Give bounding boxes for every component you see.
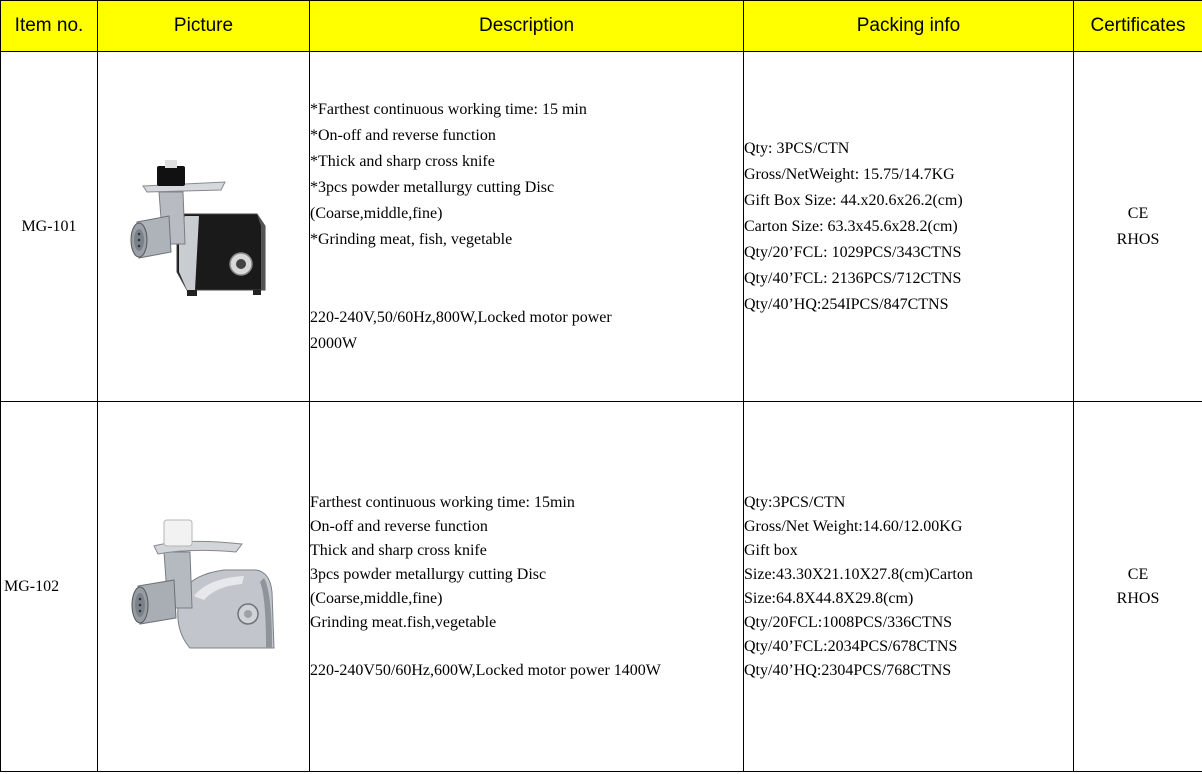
table-row [1, 402, 1202, 772]
packing-line: Size:43.30X21.10X27.8(cm)Carton [744, 565, 973, 583]
packing-line: Qty/40’FCL: 2136PCS/712CTNS [744, 269, 962, 287]
packing-line: Gift Box Size: 44.x20.6x26.2(cm) [744, 191, 963, 209]
packing-line: Qty/40’FCL:2034PCS/678CTNS [744, 637, 958, 655]
packing-info-cell [744, 402, 1074, 772]
picture-cell [98, 402, 310, 772]
packing-line: Qty: 3PCS/CTN [744, 139, 850, 157]
power-spec-line: 220-240V50/60Hz,600W,Locked motor power 1400W [310, 661, 661, 679]
description-line: *On-off and reverse function [310, 126, 496, 144]
description-line: Thick and sharp cross knife [310, 541, 487, 559]
power-spec-line: 220-240V,50/60Hz,800W,Locked motor power [310, 308, 612, 326]
description-line: *Grinding meat, fish, vegetable [310, 230, 513, 248]
packing-line: Size:64.8X44.8X29.8(cm) [744, 589, 914, 607]
header-description: Description [310, 1, 744, 52]
description-line: *Farthest continuous working time: 15 min [310, 100, 587, 118]
certificate-label: CE [1127, 565, 1149, 583]
item-no-cell: MG-102 [1, 402, 98, 772]
description-line: On-off and reverse function [310, 517, 488, 535]
description-cell [310, 52, 744, 402]
certificates-cell [1074, 52, 1202, 402]
item-no-cell: MG-101 [1, 52, 98, 402]
header-picture: Picture [98, 1, 310, 52]
packing-line: Gross/Net Weight:14.60/12.00KG [744, 517, 963, 535]
packing-line: Qty/40’HQ:254IPCS/847CTNS [744, 295, 949, 313]
certificate-label: CE [1127, 204, 1149, 222]
description-line: 3pcs powder metallurgy cutting Disc [310, 565, 547, 583]
description-line: (Coarse,middle,fine) [310, 204, 443, 222]
power-spec-line: 2000W [310, 334, 358, 352]
header-item-no: Item no. [1, 1, 98, 52]
description-line: *3pcs powder metallurgy cutting Disc [310, 178, 555, 196]
packing-line: Qty/20FCL:1008PCS/336CTNS [744, 613, 953, 631]
certificate-label: RHOS [1116, 230, 1160, 248]
header-packing-info: Packing info [744, 1, 1074, 52]
description-cell [310, 402, 744, 772]
packing-info-cell [744, 52, 1074, 402]
description-line: Grinding meat.fish,vegetable [310, 613, 497, 631]
header-row [1, 1, 1202, 52]
description-line: Farthest continuous working time: 15min [310, 493, 575, 511]
meat-grinder-black-icon [129, 152, 279, 302]
packing-line: Gift box [744, 541, 798, 559]
packing-line: Qty/40’HQ:2304PCS/768CTNS [744, 661, 952, 679]
table-row [1, 52, 1202, 402]
header-certificates: Certificates [1074, 1, 1202, 52]
description-line: (Coarse,middle,fine) [310, 589, 443, 607]
packing-line: Gross/NetWeight: 15.75/14.7KG [744, 165, 955, 183]
certificate-label: RHOS [1116, 589, 1160, 607]
packing-line: Qty:3PCS/CTN [744, 493, 846, 511]
meat-grinder-silver-icon [124, 512, 284, 662]
packing-line: Carton Size: 63.3x45.6x28.2(cm) [744, 217, 958, 235]
picture-cell [98, 52, 310, 402]
certificates-cell [1074, 402, 1202, 772]
packing-line: Qty/20’FCL: 1029PCS/343CTNS [744, 243, 962, 261]
description-line: *Thick and sharp cross knife [310, 152, 495, 170]
